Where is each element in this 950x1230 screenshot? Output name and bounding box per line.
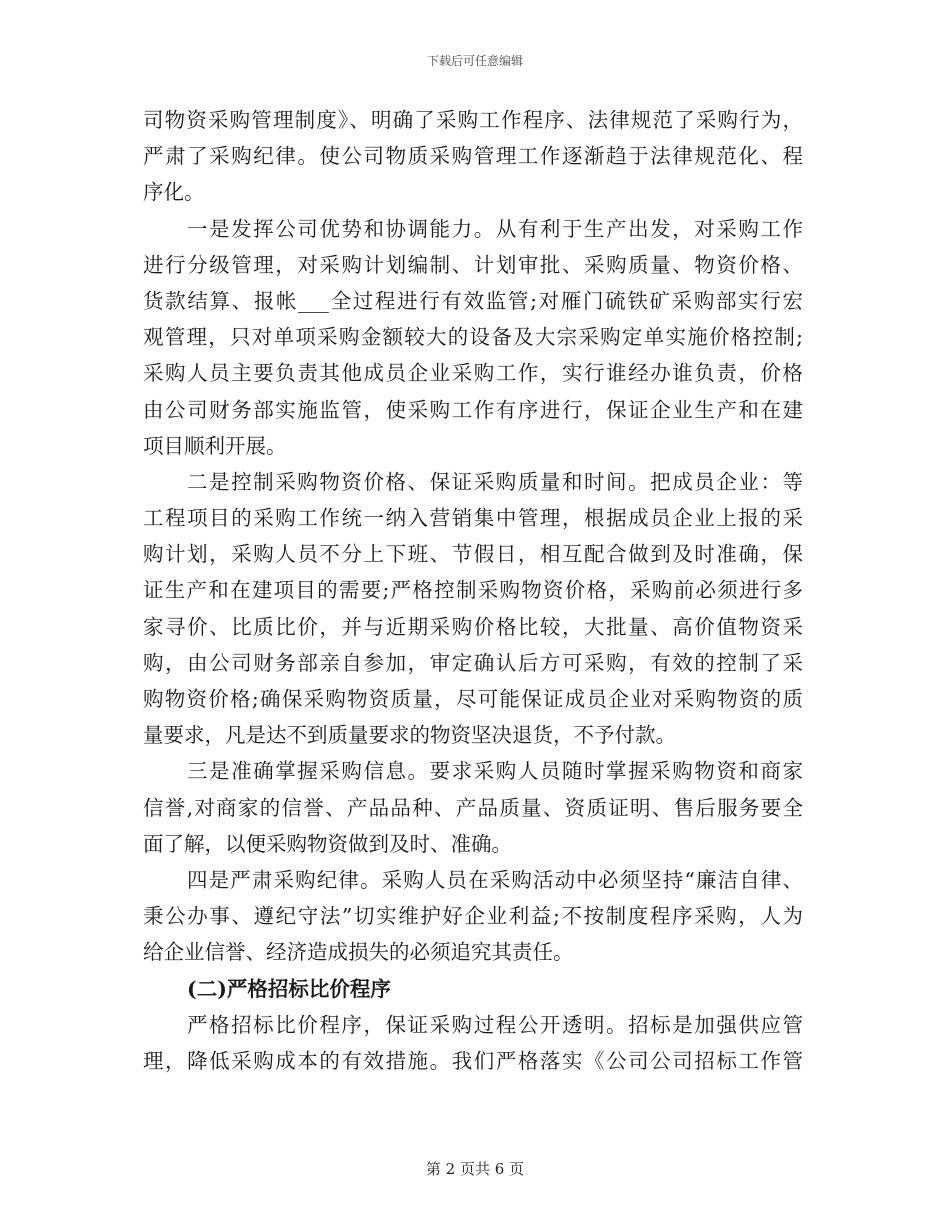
paragraph: [143, 753, 803, 862]
section-heading: (二)严格招标比价程序: [187, 976, 391, 1001]
text-line: 进行分级管理，对采购计划编制、计划审批、采购质量、物资价格、: [143, 252, 803, 277]
page-header: 下载后可任意编辑: [426, 54, 523, 68]
paragraph: [143, 464, 803, 754]
text-line: 家寻价、比质比价，并与近期采购价格比较，大批量、高价值物资采: [143, 614, 803, 639]
text-line: 由公司财务部实施监管，使采购工作有序进行，保证企业生产和在建: [143, 397, 803, 422]
text-line: 购，由公司财务部亲自参加，审定确认后方可采购，有效的控制了采: [143, 650, 803, 675]
text-line: 观管理，只对单项采购金额较大的设备及大宗采购定单实施价格控制;: [143, 325, 803, 350]
text-line: 严格招标比价程序，保证采购过程公开透明。招标是加强供应管: [187, 1012, 803, 1037]
text-line: 项目顺利开展。: [143, 433, 287, 458]
text-line: 一是发挥公司优势和协调能力。从有利于生产出发，对采购工作: [187, 216, 803, 241]
text-line: 给企业信誉、经济造成损失的必须追究其责任。: [143, 940, 574, 965]
text-line: 面了解，以便采购物资做到及时、准确。: [143, 831, 512, 856]
paragraph: [143, 211, 803, 464]
text-line: 信誉,对商家的信誉、产品品种、产品质量、资质证明、售后服务要全: [143, 795, 803, 820]
text-line: 货款结算、报帐___全过程进行有效监管;对雁门硫铁矿采购部实行宏: [143, 288, 803, 313]
page-footer: 第 2 页共 6 页: [425, 1160, 525, 1178]
text-line: 三是准确掌握采购信息。要求采购人员随时掌握采购物资和商家: [187, 759, 803, 784]
text-line: 四是严肃采购纪律。采购人员在采购活动中必须坚持“廉洁自律、: [187, 867, 803, 892]
text-line: 量要求，凡是达不到质量要求的物资坚决退货，不予付款。: [143, 723, 676, 748]
paragraph: [143, 862, 803, 971]
text-line: 序化。: [143, 180, 205, 205]
text-line: 购计划，采购人员不分上下班、节假日，相互配合做到及时准确，保: [143, 542, 803, 567]
text-line: 二是控制采购物资价格、保证采购质量和时间。把成员企业：等: [187, 469, 803, 494]
text-line: 司物资采购管理制度》、明确了采购工作程序、法律规范了采购行为，: [143, 108, 803, 132]
paragraph: [143, 1007, 803, 1079]
text-line: 理，降低采购成本的有效措施。我们严格落实《公司公司招标工作管: [143, 1048, 803, 1073]
text-line: 采购人员主要负责其他成员企业采购工作，实行谁经办谁负责，价格: [143, 361, 803, 386]
text-line: 严肃了采购纪律。使公司物质采购管理工作逐渐趋于法律规范化、程: [143, 144, 803, 169]
text-line: 购物资价格;确保采购物资质量，尽可能保证成员企业对采购物资的质: [143, 687, 803, 711]
text-line: 工程项目的采购工作统一纳入营销集中管理，根据成员企业上报的采: [143, 506, 803, 531]
text-line: 秉公办事、遵纪守法”切实维护好企业利益;不按制度程序采购，人为: [143, 904, 803, 929]
document-body: [143, 102, 803, 1079]
text-line: 证生产和在建项目的需要;严格控制采购物资价格，采购前必须进行多: [143, 578, 803, 603]
paragraph: [143, 102, 803, 211]
